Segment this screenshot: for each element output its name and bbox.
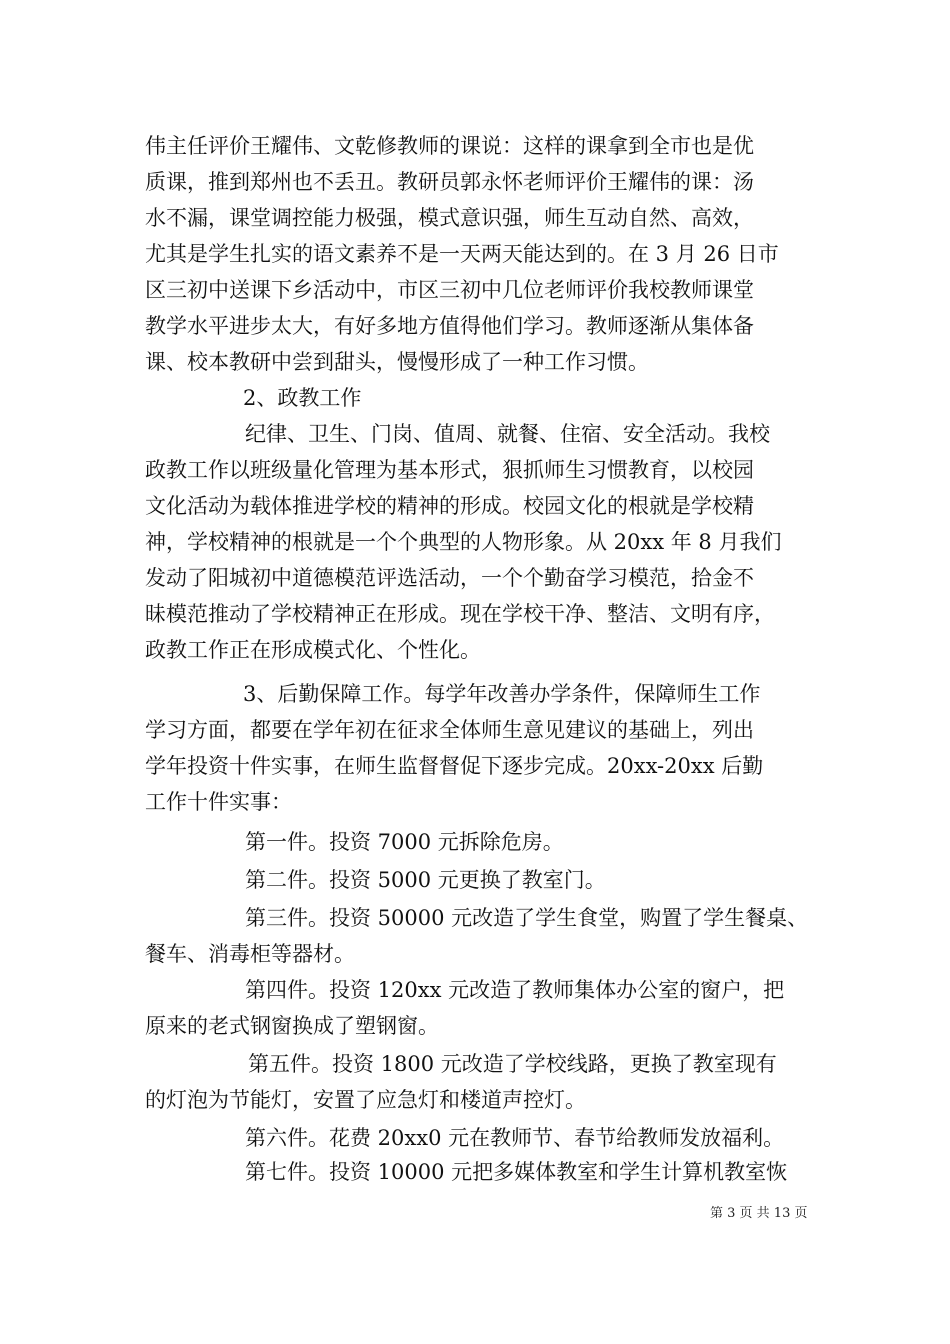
body-text-line: 教学水平进步太大，有好多地方值得他们学习。教师逐渐从集体备 — [145, 314, 754, 338]
body-text-line: 工作十件实事： — [145, 790, 292, 814]
body-text-line: 伟主任评价王耀伟、文乾修教师的课说：这样的课拿到全市也是优 — [145, 134, 754, 158]
list-item: 第五件。投资 1800 元改造了学校线路，更换了教室现有 — [248, 1052, 777, 1076]
body-text-line: 纪律、卫生、门岗、值周、就餐、住宿、安全活动。我校 — [245, 422, 770, 446]
body-text-line: 的灯泡为节能灯，安置了应急灯和楼道声控灯。 — [145, 1088, 586, 1112]
list-item: 第七件。投资 10000 元把多媒体教室和学生计算机教室恢 — [245, 1160, 788, 1184]
list-item: 第一件。投资 7000 元拆除危房。 — [245, 830, 564, 854]
body-text-line: 发动了阳城初中道德模范评选活动，一个个勤奋学习模范，拾金不 — [145, 566, 754, 590]
body-text-line: 文化活动为载体推进学校的精神的形成。校园文化的根就是学校精 — [145, 494, 754, 518]
page-number-footer: 第 3 页 共 13 页 — [710, 1206, 808, 1221]
body-text-line: 神，学校精神的根就是一个个典型的人物形象。从 20xx 年 8 月我们 — [145, 530, 782, 554]
body-text-line: 区三初中送课下乡活动中，市区三初中几位老师评价我校教师课堂 — [145, 278, 754, 302]
body-text-line: 餐车、消毒柜等器材。 — [145, 942, 355, 966]
list-item: 第四件。投资 120xx 元改造了教师集体办公室的窗户，把 — [245, 978, 785, 1002]
body-text-line: 学习方面，都要在学年初在征求全体师生意见建议的基础上，列出 — [145, 718, 754, 742]
section-heading: 3、后勤保障工作。每学年改善办学条件，保障师生工作 — [243, 682, 761, 706]
list-item: 第六件。花费 20xx0 元在教师节、春节给教师发放福利。 — [245, 1126, 785, 1150]
body-text-line: 昧模范推动了学校精神正在形成。现在学校干净、整洁、文明有序， — [145, 602, 775, 626]
body-text-line: 政教工作以班级量化管理为基本形式，狠抓师生习惯教育，以校园 — [145, 458, 754, 482]
body-text-line: 尤其是学生扎实的语文素养不是一天两天能达到的。在 3 月 26 日市 — [145, 242, 779, 266]
body-text-line: 原来的老式钢窗换成了塑钢窗。 — [145, 1014, 439, 1038]
list-item: 第三件。投资 50000 元改造了学生食堂，购置了学生餐桌、 — [245, 906, 809, 930]
section-heading: 2、政教工作 — [243, 386, 362, 410]
body-text-line: 学年投资十件实事，在师生监督督促下逐步完成。20xx-20xx 后勤 — [145, 754, 764, 778]
body-text-line: 政教工作正在形成模式化、个性化。 — [145, 638, 481, 662]
body-text-line: 课、校本教研中尝到甜头，慢慢形成了一种工作习惯。 — [145, 350, 649, 374]
body-text-line: 水不漏，课堂调控能力极强，模式意识强，师生互动自然、高效， — [145, 206, 754, 230]
body-text-line: 质课，推到郑州也不丢丑。教研员郭永怀老师评价王耀伟的课：汤 — [145, 170, 754, 194]
list-item: 第二件。投资 5000 元更换了教室门。 — [245, 868, 606, 892]
